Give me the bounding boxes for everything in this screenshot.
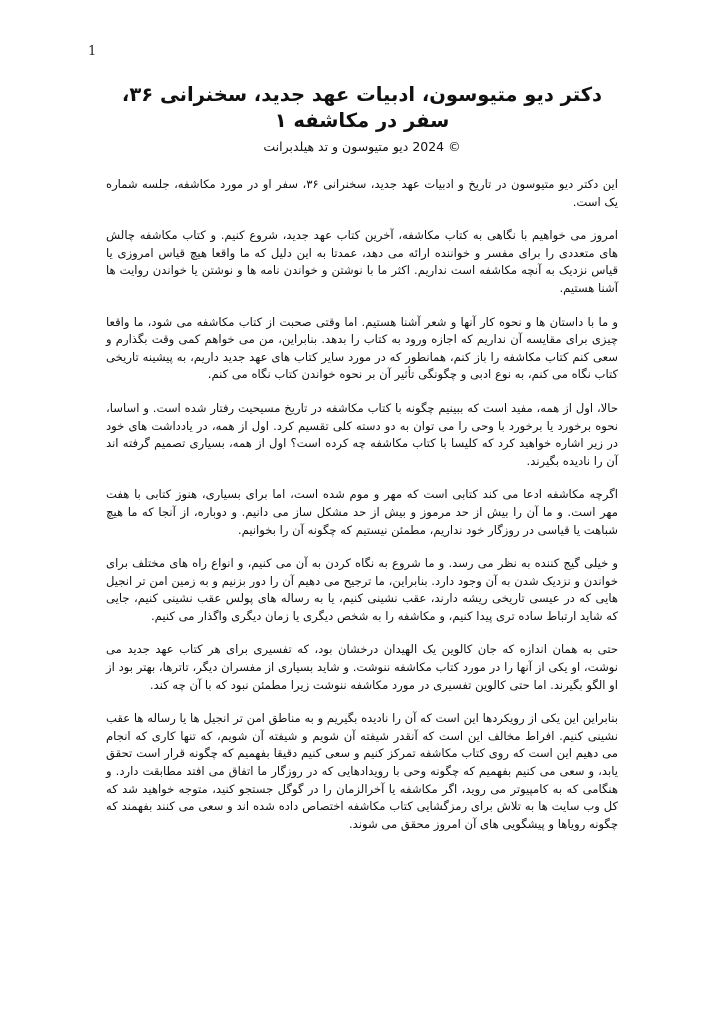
copyright-line: © 2024 دیو متیوسون و تد هیلدبرانت [263, 139, 461, 154]
paragraph: و ما با داستان ها و نحوه کار آنها و شعر آشنا هستیم. اما وقتی صحبت از کتاب مکاشفه می شود، ما واقعا چیزی برای مقایسه آن نداریم که اجازه ورود به کتاب را بدهد. بنابراین، من می خواهم کمی وقت بگذارم و سعی کنم کتاب مکاشفه را باز کنم، همانطور که در مورد سایر کتاب های عهد جدید داریم، به پیشینه تاریخی کتاب نگاه می کنم، به نوع ادبی و چگونگی تأثیر آن بر نحوه خواندن کتاب نگاه می کنم. [106, 314, 618, 382]
document-body [106, 82, 618, 849]
paragraph: امروز می خواهیم با نگاهی به کتاب مکاشفه، آخرین کتاب عهد جدید، شروع کنیم. و کتاب مکاشفه چالش های متعددی را برای مفسر و خواننده ارائه می دهد، عمدتا به این دلیل که ما واقعا هیچ قیاس امروزی یا قیاس نزدیک به آنچه مکاشفه است نداریم. اکثر ما با نوشتن و خواندن نامه ها و نوشتن یا خواندن روایت ها آشنا هستیم. [106, 228, 618, 295]
page-number: 1 [88, 44, 97, 59]
paragraph: اگرچه مکاشفه ادعا می کند کتابی است که مهر و موم شده است، اما برای بسیاری، هنوز کتابی با هفت مهر است. و ما آن را بیش از حد مرموز و بیش از حد مشکل ساز می دانیم. و دوباره، از آنجا که ما هیچ شباهت یا قیاسی در روزگار خود نداریم، مطمئن نیستیم که چگونه آن را بخوانیم. [106, 487, 618, 537]
paragraph: حتی به همان اندازه که جان کالوین یک الهیدان درخشان بود، که تفسیری برای هر کتاب عهد جدید می نوشت، او یکی از آنها را در مورد کتاب مکاشفه ننوشت. و شاید بسیاری از مفسران دیگر، تاترها، بهتر بود از او الگو بگیرند. اما حتی کالوین تفسیری در مورد مکاشفه ننوشت زیرا مطمئن نبود که با آن چه کند. [106, 642, 618, 692]
paragraph: و خیلی گیج کننده به نظر می رسد. و ما شروع به نگاه کردن به آن می کنیم، و انواع راه های مختلف برای خواندن و نزدیک شدن به آن وجود دارد. بنابراین، ما ترجیح می دهیم آن را دور بزنیم و به زمین امن تر انجیل هایی که در عیسی تاریخی ریشه دارند، عقب نشینی کنیم، یا به رساله های پولس عقب نشینی کنیم، جایی که شاید ارتباط ساده تری پیدا کنیم، و مکاشفه را به شخص دیگری یا زمان دیگری واگذار می کنیم. [106, 556, 618, 623]
paragraph: بنابراین این یکی از رویکردها این است که آن را نادیده بگیریم و به مناطق امن تر انجیل ها یا رساله ها عقب نشینی کنیم. افراط مخالف این است که آنقدر شیفته آن شویم و شیفته آن شویم، که تنها کاری که انجام می دهیم این است که روی کتاب مکاشفه تمرکز کنیم و سعی کنیم دقیقا بفهمیم که چگونه قرار است تحقق یابد، و سعی می کنیم بفهمیم که چگونه وحی با رویدادهایی که در روزگار ما اتفاق می افتد مطابقت دارد. و هنگامی که به کامپیوتر می روید، اگر مکاشفه یا آخرالزمان را در گوگل جستجو کنید، متوجه خواهید شد که کل وب سایت ها به تلاش برای رمزگشایی کتاب مکاشفه اختصاص داده شده اند و سعی می کنند بفهمند که چگونه رویاها و پیشگویی های آن امروز محقق می شوند. [106, 711, 618, 831]
document-title: دکتر دیو متیوسون، ادبیات عهد جدید، سخنرانی ۳۶، سفر در مکاشفه ۱ [121, 83, 603, 132]
paragraph: حالا، اول از همه، مفید است که ببینیم چگونه با کتاب مکاشفه در تاریخ مسیحیت رفتار شده است. و اساسا، نحوه برخورد یا برخورد با وحی را می توان به دو دسته کلی تقسیم کرد. اول از همه، در یادداشت های خود در زیر اشاره خواهید کرد که کلیسا با کتاب مکاشفه چه کرده است؟ اول از همه، بسیاری تصمیم گرفته اند آن را نادیده بگیرند. [106, 400, 618, 468]
paragraph: این دکتر دیو متیوسون در تاریخ و ادبیات عهد جدید، سخنرانی ۳۶، سفر او در مورد مکاشفه، جلسه شماره یک است. [106, 177, 618, 209]
